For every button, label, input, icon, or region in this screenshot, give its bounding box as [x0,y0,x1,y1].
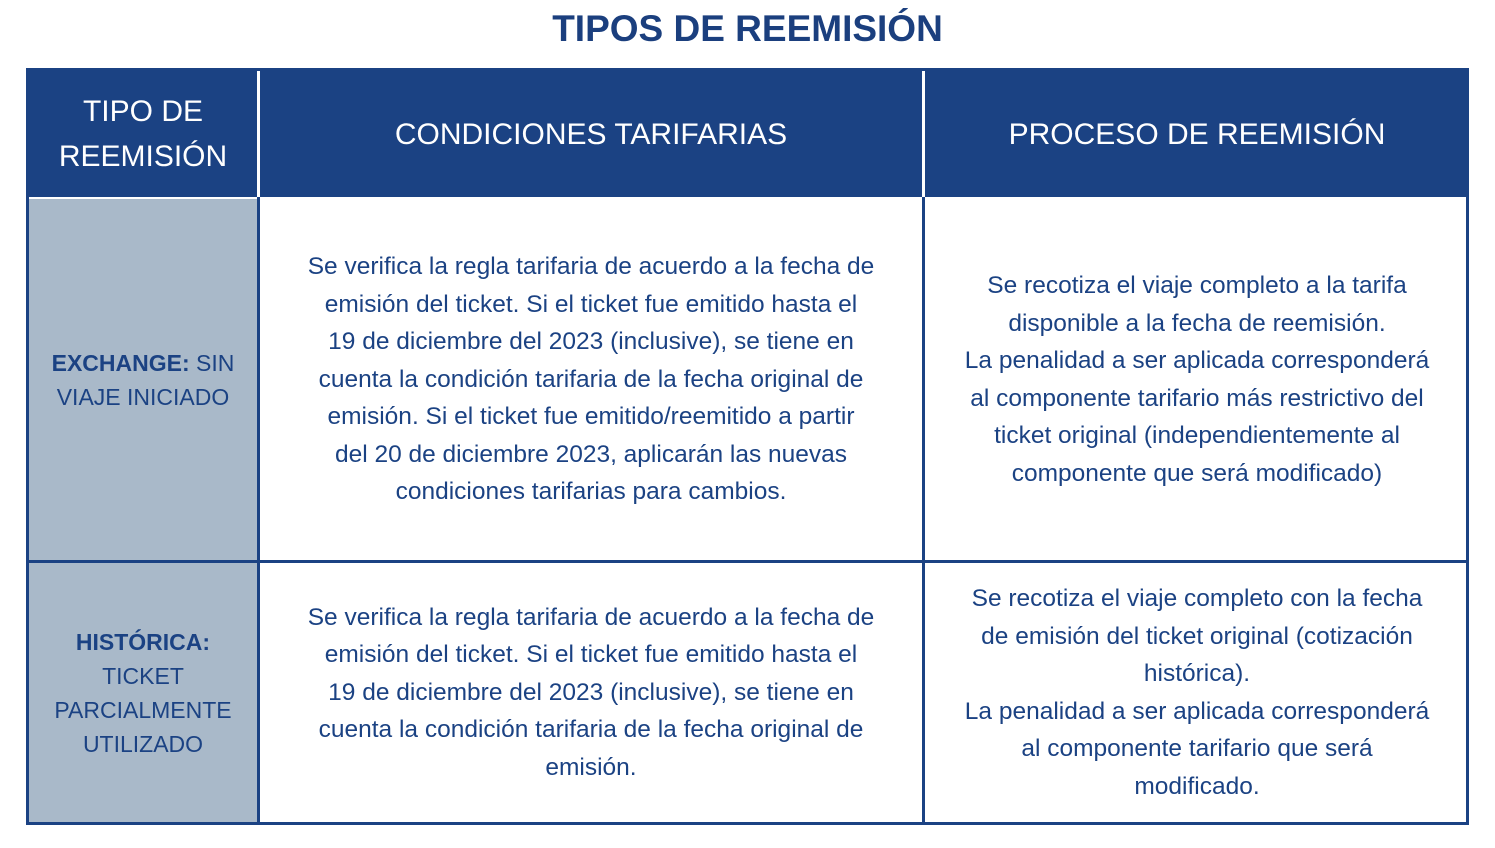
row-type-bold: HISTÓRICA: [75,628,211,655]
reissue-types-table [26,68,1469,825]
conditions-text: Se verifica la regla tarifaria de acuerdo a la fecha de emisión del ticket. Si el ticket fue emitido hasta el 19 de diciembre del 2023 (inclusive), se tiene en cuenta la condición tarifaria de la fecha original de emisión. Si el ticket fue emitido/reemitido a partir del 20 de diciembre 2023, aplicarán las nuevas condiciones tarifarias para cambios. [307,253,875,506]
row-type-historica [29,563,257,822]
header-type-line2: REEMISIÓN [58,140,228,173]
header-conditions: CONDICIONES TARIFARIAS [260,71,922,197]
row-type-exchange [29,199,257,560]
row-process-historica [925,563,1469,822]
header-process: PROCESO DE REEMISIÓN [925,71,1469,197]
page-title: TIPOS DE REEMISIÓN [552,8,943,49]
column-divider [257,197,260,822]
row-type-rest: SIN VIAJE INICIADO [56,349,235,410]
header-bottom-border [29,197,1466,199]
row-process-exchange [925,199,1469,560]
row-conditions-historica [260,563,922,822]
process-text: Se recotiza el viaje completo a la tarifa disponible a la fecha de reemisión. La penalidad a ser aplicada corresponderá al componente tarifario más restrictivo del ticket original (independientemente al componente que será modificado) [964,272,1430,487]
process-text: Se recotiza el viaje completo con la fecha de emisión del ticket original (cotización histórica). La penalidad a ser aplicada corresponderá al componente tarifario que será modificado. [964,585,1430,800]
header-type-line1: TIPO DE [82,95,203,128]
row-type-rest: TICKET PARCIALMENTE UTILIZADO [54,662,232,757]
conditions-text: Se verifica la regla tarifaria de acuerdo a la fecha de emisión del ticket. Si el ticket fue emitido hasta el 19 de diciembre del 2023 (inclusive), se tiene en cuenta la condición tarifaria de la fecha original de emisión. [307,603,875,781]
row-type-bold: EXCHANGE: [51,349,190,376]
column-divider [922,197,925,822]
header-type [29,71,257,197]
row-conditions-exchange [260,199,922,560]
row-divider [29,560,1466,563]
